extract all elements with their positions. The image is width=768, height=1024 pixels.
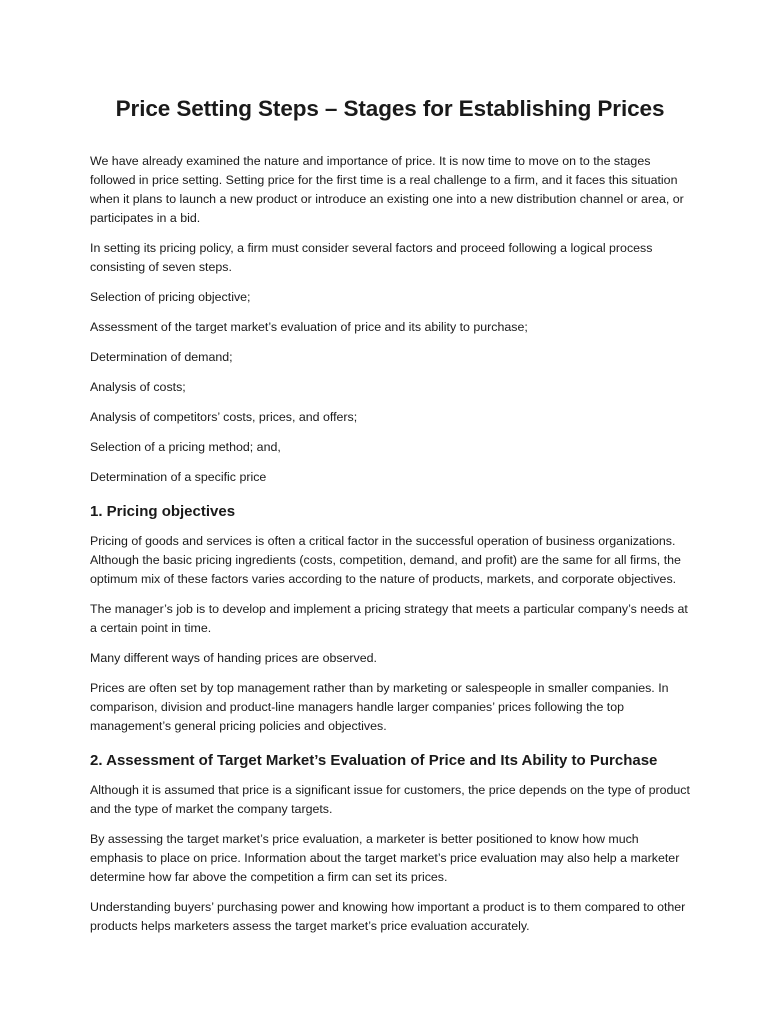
section-paragraph: Prices are often set by top management rather than by marketing or salespeople in smaller companies. In comparison, division and product-line managers handle larger companies’ prices following the top management’s general pricing policies and objectives. [90, 681, 669, 733]
section-pricing-objectives [90, 502, 690, 736]
intro-paragraph: In setting its pricing policy, a firm must consider several factors and proceed following a logical process consisting of seven steps. [90, 241, 653, 274]
intro-paragraph: We have already examined the nature and importance of price. It is now time to move on to the stages followed in price setting. Setting price for the first time is a real challenge to a firm, and it faces this situation when it plans to launch a new product or introduce an existing one into a new distribution channel or area, or participates in a bid. [90, 154, 684, 225]
step-item: Selection of pricing objective; [90, 290, 251, 304]
step-item: Analysis of competitors’ costs, prices, and offers; [90, 410, 358, 424]
document-page [90, 96, 690, 947]
section-paragraph: Many different ways of handing prices are observed. [90, 651, 377, 665]
section-paragraph: Understanding buyers’ purchasing power and knowing how important a product is to them compared to other products helps marketers assess the target market’s price evaluation accurately. [90, 900, 686, 933]
steps-list [90, 288, 690, 487]
section-paragraph: By assessing the target market’s price evaluation, a marketer is better positioned to know how much emphasis to place on price. Information about the target market’s price evaluation may also help a marketer determine how far above the competition a firm can set its prices. [90, 832, 680, 884]
section-paragraph: Pricing of goods and services is often a critical factor in the successful operation of business organizations. Although the basic pricing ingredients (costs, competition, demand, and profit) are the same for all firms, the optimum mix of these factors varies according to the nature of products, markets, and corporate objectives. [90, 534, 681, 586]
section-paragraph: Although it is assumed that price is a significant issue for customers, the price depends on the type of product and the type of market the company targets. [90, 783, 690, 816]
step-item: Analysis of costs; [90, 380, 186, 394]
section-heading: 1. Pricing objectives [90, 503, 236, 520]
step-item: Selection of a pricing method; and, [90, 440, 281, 454]
section-paragraph: The manager’s job is to develop and implement a pricing strategy that meets a particular company’s needs at a certain point in time. [90, 602, 688, 635]
section-target-market-assessment [90, 751, 690, 936]
section-heading: 2. Assessment of Target Market’s Evaluation of Price and Its Ability to Purchase [90, 752, 658, 769]
step-item: Determination of a specific price [90, 470, 267, 484]
document-title: Price Setting Steps – Stages for Establishing Prices [115, 96, 665, 121]
step-item: Assessment of the target market’s evaluation of price and its ability to purchase; [90, 320, 528, 334]
step-item: Determination of demand; [90, 350, 233, 364]
